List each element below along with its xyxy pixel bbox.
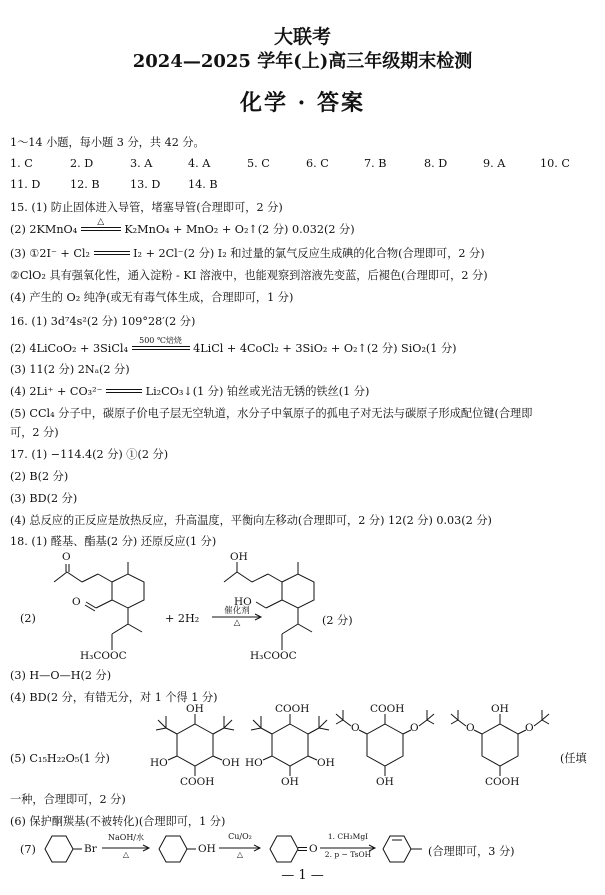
reaction-arrow bbox=[81, 217, 121, 236]
q18-part5-formula: (5) C₁₅H₂₂O₅(1 分) bbox=[10, 752, 110, 765]
atom-label-hydroxyl: OH bbox=[198, 843, 216, 855]
mc-answer: 13. D bbox=[130, 178, 161, 191]
isomer-structure-3 bbox=[335, 702, 435, 792]
catalyst-label: 催化剂 bbox=[224, 606, 250, 616]
q16-part4 bbox=[10, 384, 369, 399]
q17-part1: 17. (1) −114.4(2 分) ①(2 分) bbox=[10, 448, 169, 461]
q18-part5-tail: (任填 bbox=[560, 752, 587, 765]
atom-label-hydroxyl: HO bbox=[234, 596, 252, 608]
hydrogen-reagent: + 2H₂ bbox=[165, 612, 200, 625]
equation-reactants: (4) 2Li⁺ + CO₃²⁻ bbox=[10, 385, 103, 398]
atom-label-oxygen: O bbox=[525, 722, 534, 734]
mc-intro: 1～14 小题，每小题 3 分，共 42 分。 bbox=[10, 136, 205, 149]
atom-label-oxygen: O bbox=[351, 722, 360, 734]
mc-answer: 5. C bbox=[247, 157, 270, 170]
isomer-structure-4 bbox=[445, 702, 555, 792]
ester-group-label: H₃COOC bbox=[250, 650, 297, 662]
q15-part2 bbox=[10, 217, 355, 237]
equals-sign bbox=[106, 386, 142, 398]
reaction-arrow bbox=[318, 832, 378, 866]
mc-answer: 1. C bbox=[10, 157, 33, 170]
heat-condition: △ bbox=[233, 618, 241, 628]
mc-answer: 12. B bbox=[70, 178, 100, 191]
hydrolysis-condition: NaOH/水 bbox=[108, 833, 144, 842]
exam-brand: 大联考 bbox=[273, 26, 331, 48]
q18-part2-score: (2 分) bbox=[322, 614, 353, 627]
atom-label-hydroxyl: OH bbox=[281, 776, 299, 788]
reaction-arrow bbox=[100, 832, 152, 866]
q18-part1: 18. (1) 醛基、酯基(2 分) 还原反应(1 分) bbox=[10, 535, 217, 548]
heat-condition: △ bbox=[236, 850, 244, 859]
mc-answer: 8. D bbox=[424, 157, 448, 170]
product-structure bbox=[210, 550, 330, 690]
cyclohexanol-structure bbox=[152, 832, 216, 866]
q15-part4: (4) 产生的 O₂ 纯净(或无有毒气体生成，合理即可，1 分) bbox=[10, 291, 294, 304]
q17-part4: (4) 总反应的正反应是放热反应，升高温度，平衡向左移动(合理即可，2 分) 12(2 分) 0.03(2 分) bbox=[10, 514, 492, 527]
atom-label-hydroxyl: OH bbox=[376, 776, 394, 788]
isomer-structure-1 bbox=[150, 702, 240, 792]
atom-label-hydroxyl: OH bbox=[230, 551, 248, 563]
mc-answer: 7. B bbox=[364, 157, 387, 170]
document-title: 化学 · 答案 bbox=[240, 90, 365, 116]
q18-part6: (6) 保护酮羰基(不被转化)(合理即可，1 分) bbox=[10, 815, 226, 828]
q16-part3: (3) 11(2 分) 2Nₐ(2 分) bbox=[10, 363, 130, 376]
atom-label-bromine: Br bbox=[84, 843, 97, 855]
mc-answer: 6. C bbox=[306, 157, 329, 170]
equation-products: Li₂CO₃↓(1 分) 铂丝或光洁无锈的铁丝(1 分) bbox=[145, 385, 370, 398]
mc-answer: 11. D bbox=[10, 178, 41, 191]
heat-condition: △ bbox=[97, 217, 105, 227]
ester-group-label: H₃COOC bbox=[80, 650, 127, 662]
equation-products: K₂MnO₄ + MnO₂ + O₂↑(2 分) 0.032(2 分) bbox=[124, 223, 355, 236]
atom-label-hydroxyl: OH bbox=[186, 703, 204, 715]
q17-part3: (3) BD(2 分) bbox=[10, 492, 78, 505]
q17-part2: (2) B(2 分) bbox=[10, 470, 69, 483]
atom-label-oxygen: O bbox=[309, 843, 318, 855]
oxidation-condition: Cu/O₂ bbox=[228, 832, 252, 841]
atom-label-oxygen: O bbox=[72, 596, 81, 608]
q18-part7-score: (合理即可，3 分) bbox=[428, 845, 515, 858]
atom-label-oxygen: O bbox=[410, 722, 419, 734]
equals-sign bbox=[94, 248, 130, 260]
carboxyl-label: COOH bbox=[485, 776, 520, 788]
q18-part4: (4) BD(2 分，有错无分，对 1 个得 1 分) bbox=[10, 691, 218, 704]
q16-part2 bbox=[10, 336, 457, 356]
q18-part3: (3) H—O—H(2 分) bbox=[10, 669, 112, 682]
atom-label-oxygen: O bbox=[62, 551, 71, 563]
mc-answer: 10. C bbox=[540, 157, 570, 170]
q15-part3-2: ②ClO₂ 具有强氧化性，通入淀粉 - KI 溶液中，也能观察到溶液先变蓝，后褪色(合理即可，2 分) bbox=[10, 269, 488, 282]
mc-answer: 3. A bbox=[130, 157, 153, 170]
mc-answer: 14. B bbox=[188, 178, 218, 191]
heat-condition: △ bbox=[122, 850, 130, 859]
q18-part7-label: (7) bbox=[20, 843, 36, 856]
page-number: — 1 — bbox=[281, 868, 324, 883]
atom-label-hydroxyl: OH bbox=[317, 757, 335, 769]
equation-reactants: (3) ①2I⁻ + Cl₂ bbox=[10, 247, 90, 260]
reaction-arrow bbox=[132, 336, 190, 355]
q15-part1: 15. (1) 防止固体进入导管，堵塞导管(合理即可，2 分) bbox=[10, 201, 283, 214]
carboxyl-label: COOH bbox=[180, 776, 215, 788]
equation-products: I₂ + 2Cl⁻(2 分) I₂ 和过量的氯气反应生成碘的化合物(合理即可，2 分) bbox=[133, 247, 485, 260]
mc-answer: 4. A bbox=[188, 157, 211, 170]
atom-label-hydroxyl: OH bbox=[491, 703, 509, 715]
q16-part5: (5) CCl₄ 分子中，碳原子价电子层无空轨道，水分子中氧原子的孤电子对无法与碳原子形成配位键(合理即 bbox=[10, 407, 533, 420]
isomer-structure-2 bbox=[245, 702, 335, 792]
atom-label-hydroxyl: HO bbox=[245, 757, 263, 769]
cyclohexanone-structure bbox=[263, 832, 318, 866]
q18-part2-label: (2) bbox=[20, 612, 36, 625]
q16-part5-cont: 可，2 分) bbox=[10, 426, 59, 439]
q18-part5-cont: 一种，合理即可，2 分) bbox=[10, 793, 126, 806]
grignard-step: 1. CH₃MgI bbox=[327, 832, 369, 841]
atom-label-oxygen: O bbox=[466, 722, 475, 734]
equation-reactants: (2) 2KMnO₄ bbox=[10, 223, 78, 236]
dehydration-step: 2. p − TsOH bbox=[324, 850, 372, 859]
exam-title: 2024—2025 学年(上)高三年级期末检测 bbox=[132, 51, 473, 72]
reaction-arrow bbox=[217, 832, 263, 866]
carboxyl-label: COOH bbox=[370, 703, 405, 715]
carboxyl-label: COOH bbox=[275, 703, 310, 715]
cyclohexyl-bromide-structure bbox=[38, 832, 97, 866]
q16-part1: 16. (1) 3d⁷4s²(2 分) 109°28′(2 分) bbox=[10, 315, 196, 328]
q15-part3-1 bbox=[10, 246, 485, 261]
roast-condition: 500 ℃焙烧 bbox=[139, 336, 182, 345]
atom-label-hydroxyl: HO bbox=[150, 757, 168, 769]
equation-products: 4LiCl + 4CoCl₂ + 3SiO₂ + O₂↑(2 分) SiO₂(1 分) bbox=[193, 342, 457, 355]
equation-reactants: (2) 4LiCoO₂ + 3SiCl₄ bbox=[10, 342, 128, 355]
mc-answer: 2. D bbox=[70, 157, 94, 170]
mc-answer: 9. A bbox=[483, 157, 506, 170]
atom-label-hydroxyl: OH bbox=[222, 757, 240, 769]
methylcyclohexene-structure bbox=[380, 832, 426, 866]
